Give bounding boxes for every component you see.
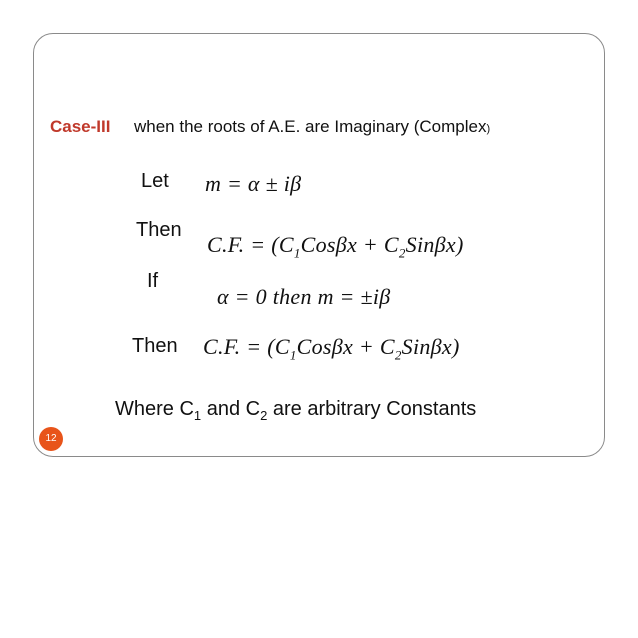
- case-label: Case-III: [50, 117, 111, 136]
- let-equation: m = α ± iβ: [205, 171, 302, 196]
- cf1-mid: Cosβx + C: [300, 232, 399, 257]
- where-sub2: 2: [260, 408, 268, 423]
- cf2-pre: C.F. = (C: [203, 334, 290, 359]
- cf1-post: Sinβx): [405, 232, 464, 257]
- constants-note: [115, 398, 476, 423]
- cf1-pre: C.F. = (C: [207, 232, 294, 257]
- where-pre: Where C: [115, 398, 194, 420]
- let-word: Let: [141, 170, 169, 192]
- cf1-sub2: 2: [398, 245, 406, 261]
- cf-equation-1: [207, 232, 464, 261]
- cf2-sub1: 1: [289, 347, 297, 363]
- where-post: are arbitrary Constants: [267, 398, 477, 420]
- then-word-1: Then: [136, 219, 182, 241]
- page-number-badge: 12: [39, 427, 63, 451]
- cf2-sub2: 2: [394, 347, 402, 363]
- then-word-2: Then: [132, 335, 178, 357]
- cf2-mid: Cosβx + C: [296, 334, 395, 359]
- cf-equation-2: [203, 334, 460, 363]
- where-mid: and C: [201, 398, 261, 420]
- case-description-tail: ): [486, 123, 491, 135]
- case-description: [134, 117, 490, 137]
- where-sub1: 1: [193, 408, 202, 423]
- cf1-sub1: 1: [293, 245, 301, 261]
- case-description-text: when the roots of A.E. are Imaginary (Complex: [134, 117, 487, 136]
- cf2-post: Sinβx): [401, 334, 460, 359]
- if-word: If: [147, 270, 159, 292]
- if-equation: α = 0 then m = ±iβ: [217, 284, 391, 309]
